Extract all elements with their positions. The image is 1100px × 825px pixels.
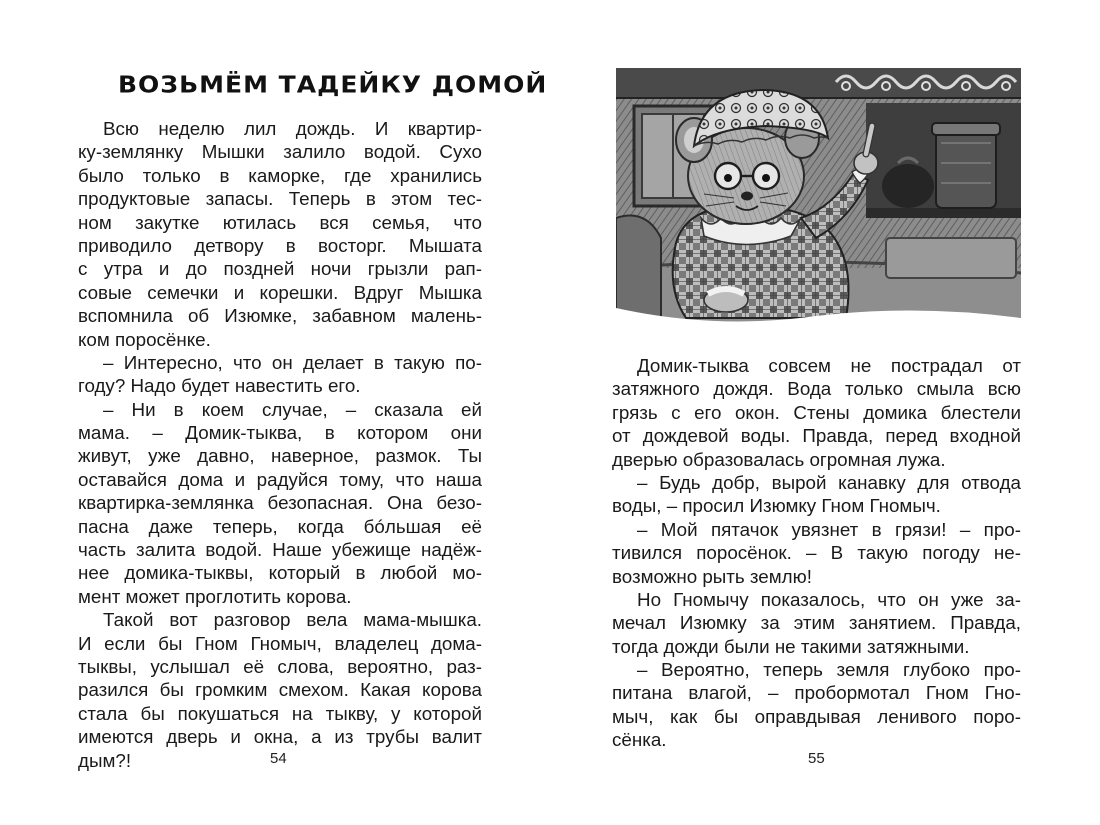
text-line: часть залита водой. Наше убежище надёж- (78, 539, 482, 561)
text-line: было только в каморке, где хранились (78, 164, 482, 186)
text-line: питана влагой, – пробормотал Гном Гно- (612, 682, 1021, 704)
text-line: Домик-тыква совсем не пострадал от (637, 355, 1021, 376)
text-line: совые семечки и корешки. Вдруг Мышка (78, 281, 482, 303)
text-line: – Мой пятачок увязнет в грязи! – про- (637, 518, 1021, 540)
text-line: – Интересно, что он делает в такую по- (103, 351, 482, 373)
text-line: сёнка. (612, 729, 667, 751)
text-line: пасна даже теперь, когда бóльшая её (78, 515, 482, 537)
text-line: квартирка-землянка безопасная. Она безо- (78, 492, 482, 514)
text-line: вспомнила об Изюмке, забавном малень- (78, 305, 482, 327)
text-line: стала бы покушаться на тыкву, у которой (78, 702, 482, 724)
text-line: разился бы громким смехом. Какая корова (78, 679, 482, 701)
text-line: с утра и до поздней ночи грызли рап- (78, 258, 482, 280)
text-line: воды, – просил Изюмку Гном Гномыч. (612, 495, 941, 517)
text-line: дым?! (78, 749, 132, 771)
text-line: ку-землянку Мышки залило водой. Сухо (78, 141, 482, 163)
text-line: – Вероятно, теперь земля глубоко про- (637, 659, 1021, 681)
text-line: Такой вот разговор вела мама-мышка. (103, 609, 482, 631)
mouse-illustration (616, 68, 1021, 328)
text-line: мыч, как бы оправдывая ленивого поро- (612, 705, 1021, 727)
right-page-text (612, 354, 1021, 752)
chapter-title: ВОЗЬМЁМ ТАДЕЙКУ ДОМОЙ (118, 71, 548, 98)
text-line: мечал Изюмку за этим занятием. Правда, (612, 612, 1021, 634)
left-page-text (78, 117, 482, 772)
text-line: нее домика-тыквы, который в любой мо- (78, 562, 482, 584)
text-line: живут, уже давно, наверное, размок. Ты (78, 445, 482, 467)
text-line: возможно рыть землю! (612, 565, 812, 587)
text-line: оставайся дома и радуйся тому, что наша (78, 468, 482, 490)
text-line: году? Надо будет навестить его. (78, 375, 361, 397)
text-line: мент может проглотить корова. (78, 585, 352, 607)
text-line: мама. – Домик-тыква, в котором они (78, 422, 482, 444)
page-number: 55 (808, 750, 825, 767)
text-line: грязь с его окон. Стены домика блестели (612, 401, 1021, 423)
text-line: затяжного дождя. Вода только смыла всю (612, 378, 1021, 400)
text-line: дверью образовалась огромная лужа. (612, 448, 946, 470)
text-line: Но Гномычу показалось, что он уже за- (637, 588, 1021, 610)
text-line: имеются дверь и окна, а из трубы валит (78, 726, 482, 748)
text-line: ком поросёнке. (78, 328, 211, 350)
text-line: – Будь добр, вырой канавку для отвода (637, 471, 1021, 493)
text-line: от дождевой воды. Правда, перед входной (612, 425, 1021, 447)
text-line: ном закутке ютилась вся семья, что (78, 211, 482, 233)
text-line: приводило детвору в восторг. Мышата (78, 234, 482, 256)
text-line: – Ни в коем случае, – сказала ей (103, 398, 482, 420)
text-line: продуктовые запасы. Теперь в этом тес- (78, 188, 482, 210)
text-line: И если бы Гном Гномыч, владелец домa- (78, 632, 482, 654)
text-line: Всю неделю лил дождь. И квартир- (103, 118, 482, 139)
right-page (550, 0, 1100, 825)
text-line: тыквы, услышал её слова, вероятно, раз- (78, 655, 482, 677)
page-number: 54 (270, 750, 287, 767)
text-line: тогда дожди были не такими затяжными. (612, 635, 970, 657)
text-line: тивился поросёнок. – В такую погоду не- (612, 542, 1021, 564)
